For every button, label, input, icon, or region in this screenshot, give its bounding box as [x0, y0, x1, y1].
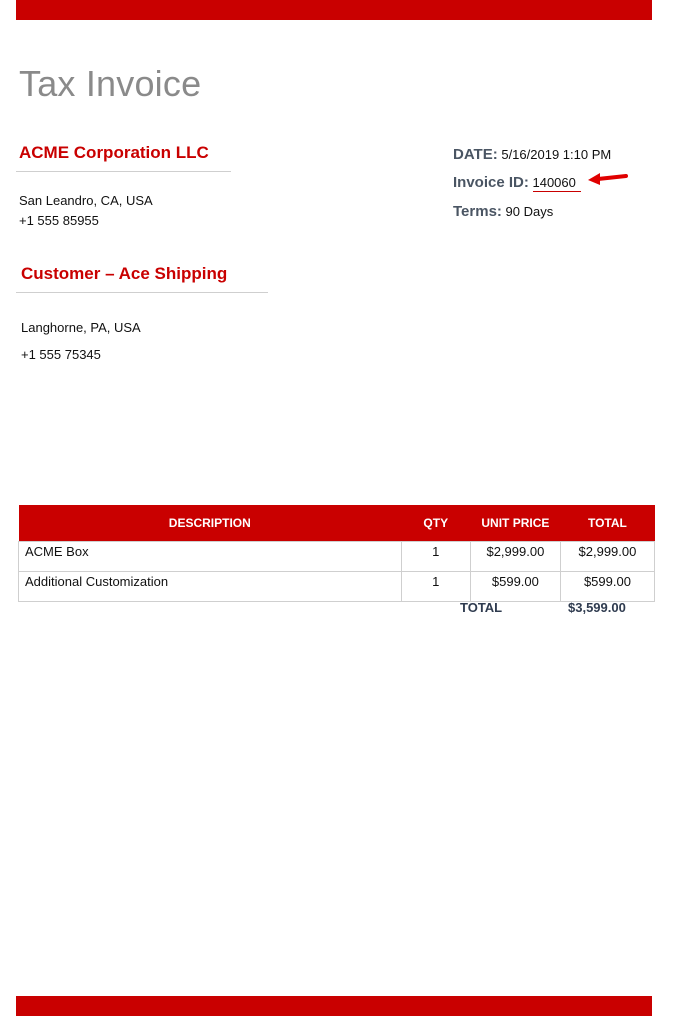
line-items-table: [18, 505, 655, 602]
page-title: Tax Invoice: [19, 63, 202, 104]
terms-field: [453, 203, 553, 220]
customer-divider: [16, 292, 268, 293]
row-unit-price: $2,999.00: [470, 542, 560, 572]
arrow-left-icon: [586, 170, 630, 186]
invoice-id-underline: [533, 191, 581, 192]
table-header-row: [19, 505, 655, 542]
terms-label: Terms:: [453, 203, 502, 220]
customer-name: Customer – Ace Shipping: [21, 264, 228, 283]
grand-total-label: TOTAL: [460, 600, 503, 615]
header-total: TOTAL: [560, 505, 654, 542]
company-phone: +1 555 85955: [19, 213, 99, 228]
company-divider: [16, 171, 231, 172]
date-value: 5/16/2019 1:10 PM: [501, 147, 612, 162]
invoice-id-label: Invoice ID:: [453, 174, 529, 191]
table-row: [19, 542, 655, 572]
terms-value: 90 Days: [505, 204, 554, 219]
company-name: ACME Corporation LLC: [19, 143, 209, 162]
top-accent-bar: [16, 0, 652, 20]
grand-total-value: $3,599.00: [568, 600, 626, 615]
row-description: ACME Box: [19, 542, 402, 572]
invoice-id-value: 140060: [532, 175, 576, 190]
row-qty: 1: [401, 542, 470, 572]
header-unit-price: UNIT PRICE: [470, 505, 560, 542]
row-total: $599.00: [560, 572, 654, 602]
table-row: [19, 572, 655, 602]
header-description: DESCRIPTION: [19, 505, 402, 542]
invoice-id-field: [453, 174, 576, 191]
row-unit-price: $599.00: [470, 572, 560, 602]
customer-phone: +1 555 75345: [21, 347, 101, 362]
date-field: [453, 146, 611, 163]
header-qty: QTY: [401, 505, 470, 542]
date-label: DATE:: [453, 146, 498, 163]
customer-address: Langhorne, PA, USA: [21, 320, 141, 335]
row-qty: 1: [401, 572, 470, 602]
row-total: $2,999.00: [560, 542, 654, 572]
company-address: San Leandro, CA, USA: [19, 193, 153, 208]
bottom-accent-bar: [16, 996, 652, 1016]
row-description: Additional Customization: [19, 572, 402, 602]
